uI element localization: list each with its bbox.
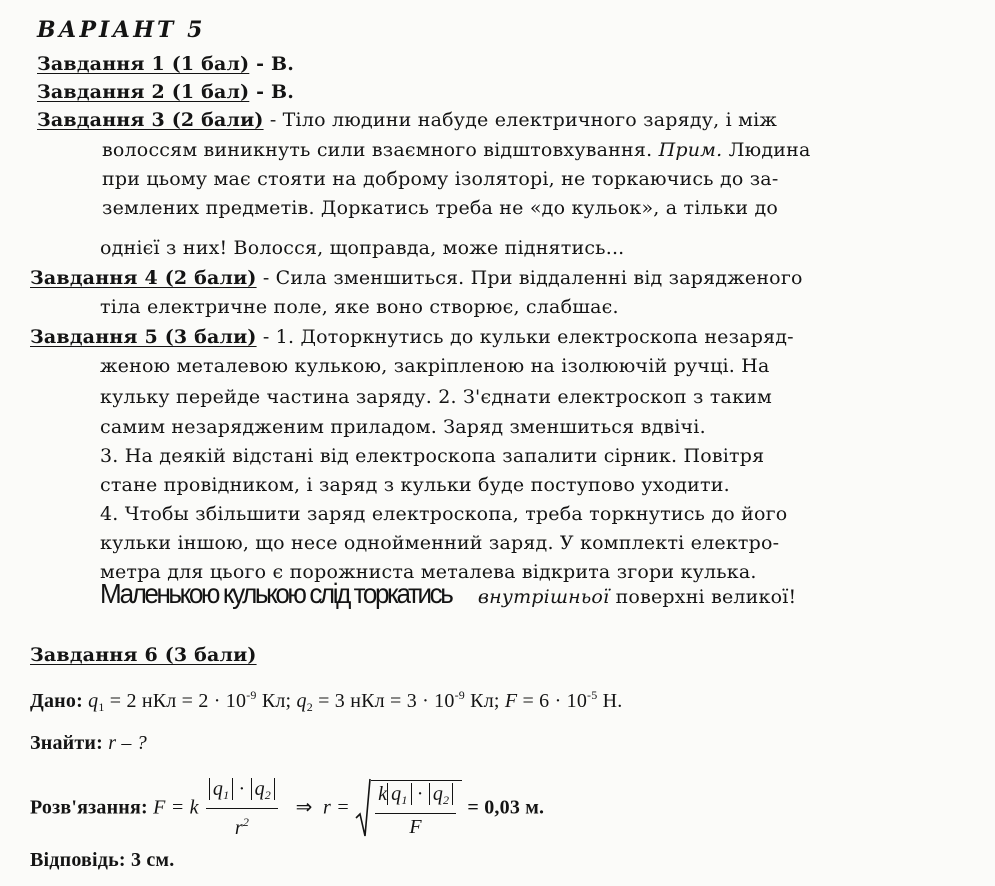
task-6-heading-line — [30, 643, 257, 667]
distance-result: = 0,03 м. — [467, 796, 545, 819]
q2-subscript: 2 — [306, 700, 313, 714]
answer-value: 3 см. — [130, 849, 175, 871]
task-3-text: волоссям виникнуть сили взаємного відштовхування. — [102, 139, 653, 161]
abs-q1 — [209, 778, 233, 800]
solution-label: Розв'язання: — [30, 796, 148, 819]
task-5-line-3: кульку перейде частина заряду. 2. З'єднати електроскоп з таким — [100, 386, 772, 408]
task-5-handwritten-insert: Маленькою кулькою слід торкатись — [100, 578, 452, 609]
task-3-line-4: землених предметів. Доркатись треба не «до кульок», а тільки до — [102, 197, 779, 219]
distance-numerator: k $q_1 \cdot q_2$ — [375, 783, 456, 814]
q1-subscript: 1 — [223, 788, 230, 802]
task-6-find — [30, 731, 147, 755]
coulomb-formula-lhs: F = k — [153, 796, 199, 819]
abs-q1 — [387, 783, 411, 805]
force-unit: Н. — [597, 690, 623, 712]
task-3-note-mark: Прим. — [658, 139, 723, 161]
task-5-line-6: стане провідником, і заряд з кульки буде поступово уходити. — [100, 474, 730, 496]
task-5-heading: Завдання 5 (3 бали) — [30, 326, 257, 348]
task-1-answer: - В. — [249, 53, 295, 75]
task-4-heading: Завдання 4 (2 бали) — [30, 267, 257, 289]
coulomb-denominator — [235, 809, 249, 840]
task-1 — [37, 52, 294, 76]
task-3-line-3: при цьому має стояти на доброму ізоляторі, не торкаючись до за- — [102, 168, 779, 190]
task-4-text: - Сила зменшиться. При віддаленні від зарядженого — [256, 267, 803, 289]
task-2-heading: Завдання 2 (1 бал) — [37, 81, 250, 103]
square-root — [355, 778, 462, 840]
task-5-line-9: метра для цього є порожниста металева відкрита згори кулька. — [100, 561, 757, 583]
q2-symbol: q — [432, 782, 444, 805]
task-5-emphasis: внутрішньої — [477, 586, 610, 608]
distance-formula-lhs: r = — [322, 796, 350, 819]
q2-subscript: 2 — [264, 788, 271, 802]
distance-fraction — [375, 783, 456, 839]
task-3-heading: Завдання 3 (2 бали) — [37, 109, 264, 131]
task-5-line-8: кульки іншою, що несе однойменний заряд. У комплекті електро- — [100, 532, 780, 554]
coulomb-numerator: $q_1 \cdot q_2$ — [206, 778, 278, 809]
task-3-text: - Тіло людини набуде електричного заряду, і між — [263, 109, 778, 131]
q1-value: = 2 нКл = 2 · 10 — [104, 690, 247, 712]
task-3-text: Людина — [722, 139, 811, 161]
distance-denominator: F — [409, 815, 422, 838]
implies-arrow: ⇒ — [295, 796, 313, 819]
variant-title: ВАРІАНТ 5 — [37, 17, 206, 43]
q1-exponent: -9 — [246, 688, 257, 702]
q1-symbol: q — [391, 782, 402, 805]
task-6-answer — [30, 848, 174, 872]
force-exponent: -5 — [587, 688, 598, 702]
r-exponent: 2 — [242, 815, 250, 829]
q1-unit: Кл; — [256, 690, 297, 712]
r-symbol: r — [234, 817, 243, 839]
task-5-line-2: женою металевою кулькою, закріпленою на ізолюючій ручці. На — [100, 355, 770, 377]
q2-exponent: -9 — [454, 688, 465, 702]
q2-unit: Кл; — [464, 690, 505, 712]
task-5-line-5: 3. На деякій відстані від електроскопа запалити сірник. Повітря — [100, 445, 765, 467]
task-3-line-1 — [37, 108, 777, 132]
abs-q2 — [429, 783, 453, 805]
k-symbol: k — [378, 782, 388, 805]
task-2 — [37, 80, 294, 104]
task-6-given — [30, 683, 623, 719]
task-5-line-7: 4. Чтобы збільшити заряд електроскопа, треба торкнутись до його — [100, 503, 788, 525]
radical-sign-icon — [355, 778, 371, 840]
force-value: = 6 · 10 — [517, 690, 588, 712]
q1-symbol: q — [212, 778, 224, 800]
task-2-answer: - В. — [249, 81, 295, 103]
find-value: r – ? — [108, 732, 148, 754]
task-6-solution — [30, 778, 544, 840]
q2-symbol: q — [254, 778, 265, 800]
task-4-line-2: тіла електричне поле, яке воно створює, слабшає. — [100, 296, 619, 318]
task-5-line-10 — [100, 578, 797, 609]
task-5-line-4: самим незарядженим приладом. Заряд зменшиться вдвічі. — [100, 416, 706, 438]
force-symbol: F — [504, 690, 518, 712]
q1-symbol: q — [88, 690, 99, 712]
answer-label: Відповідь: — [30, 849, 126, 871]
task-1-heading: Завдання 1 (1 бал) — [37, 53, 250, 75]
task-5-line-1 — [30, 325, 794, 349]
task-5-text: поверхні великої! — [609, 586, 797, 608]
find-label: Знайти: — [30, 732, 104, 754]
q2-subscript: 2 — [443, 792, 450, 807]
task-3-line-5: однієї з них! Волосся, щоправда, може піднятись... — [100, 237, 625, 259]
q2-value: = 3 нКл = 3 · 10 — [312, 690, 455, 712]
task-4-line-1 — [30, 266, 803, 290]
task-3-line-2 — [102, 138, 811, 162]
abs-q2 — [251, 778, 275, 800]
q1-subscript: 1 — [401, 792, 408, 807]
q1-subscript: 1 — [98, 700, 105, 714]
q2-symbol: q — [296, 690, 307, 712]
task-5-text: - 1. Доторкнутись до кульки електроскопа незаряд- — [256, 326, 794, 348]
radicand — [371, 780, 462, 839]
given-label: Дано: — [30, 690, 83, 712]
task-6-heading: Завдання 6 (3 бали) — [30, 644, 257, 666]
coulomb-fraction — [206, 778, 278, 840]
